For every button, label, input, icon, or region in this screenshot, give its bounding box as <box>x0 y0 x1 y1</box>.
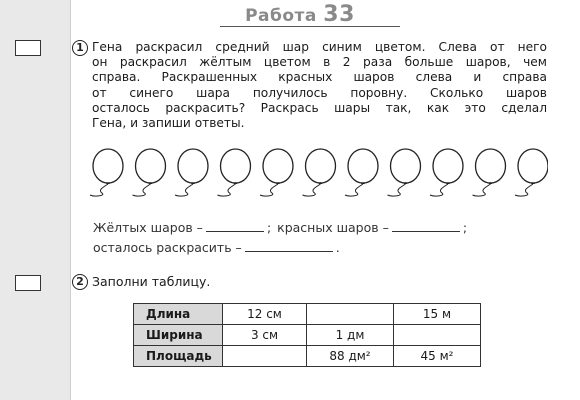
fill-table <box>133 303 481 367</box>
balloon-icon[interactable] <box>260 149 293 196</box>
end-dot: . <box>335 240 340 255</box>
table-cell: 12 см <box>223 304 307 325</box>
table-row-width <box>134 325 481 346</box>
title-number: 33 <box>323 2 355 27</box>
separator-end: ; <box>462 220 468 235</box>
task-1-text <box>92 40 547 131</box>
task-1-number: 1 <box>72 40 88 56</box>
table-cell: 88 дм² <box>307 346 394 367</box>
balloon-icon[interactable] <box>473 149 506 196</box>
remaining-label: осталось раскрасить – <box>93 240 242 255</box>
balloon-icon[interactable] <box>388 149 421 196</box>
task-1-line: осталось раскрасить? Раскрась шары так, как это сделал <box>92 100 547 115</box>
remaining-answer-blank[interactable] <box>245 239 333 252</box>
balloon-icon[interactable] <box>175 149 208 196</box>
separator: ; <box>266 220 272 235</box>
row-header-length: Длина <box>134 304 223 325</box>
title-underline <box>220 26 400 27</box>
balloon-icon[interactable] <box>218 149 251 196</box>
balloon-icon[interactable] <box>90 149 123 196</box>
table-cell: 45 м² <box>394 346 481 367</box>
task-2-text: Заполни таблицу. <box>92 274 211 289</box>
grade-box-task-1[interactable] <box>15 40 41 56</box>
red-label: красных шаров – <box>277 220 389 235</box>
table-cell-empty[interactable] <box>307 304 394 325</box>
table-row-area <box>134 346 481 367</box>
balloon-icon[interactable] <box>515 149 548 196</box>
answer-row-1 <box>93 218 548 238</box>
answer-area <box>93 218 548 258</box>
balloon-icon[interactable] <box>133 149 166 196</box>
row-header-width: Ширина <box>134 325 223 346</box>
balloon-icon[interactable] <box>430 149 463 196</box>
balloon-icon[interactable] <box>303 149 336 196</box>
table-cell: 3 см <box>223 325 307 346</box>
left-margin-strip <box>0 0 71 400</box>
task-1-line: Гена раскрасил средний шар синим цветом. Слева от него <box>92 40 547 54</box>
task-2-number: 2 <box>72 274 88 290</box>
task-1-line: он раскрасил жёлтым цветом в 2 раза больше шаров, чем <box>92 55 547 70</box>
red-answer-blank[interactable] <box>392 219 460 232</box>
task-1-line: от синего шара получилось поровну. Сколько шаров <box>92 85 547 100</box>
table-row-length <box>134 304 481 325</box>
balloon-icon[interactable] <box>345 149 378 196</box>
table-cell: 1 дм <box>307 325 394 346</box>
yellow-answer-blank[interactable] <box>206 219 264 232</box>
title-word: Работа <box>245 6 317 26</box>
table-cell: 15 м <box>394 304 481 325</box>
page-title <box>200 2 400 27</box>
yellow-label: Жёлтых шаров – <box>93 220 203 235</box>
balloon-row <box>88 148 548 200</box>
answer-row-2 <box>93 238 548 258</box>
task-1-line: справа. Раскрашенных красных шаров слева и справа <box>92 70 547 85</box>
row-header-area: Площадь <box>134 346 223 367</box>
task-1-line: Гена, и запиши ответы. <box>92 116 245 131</box>
grade-box-task-2[interactable] <box>15 275 41 291</box>
table-cell-empty[interactable] <box>223 346 307 367</box>
table-cell-empty[interactable] <box>394 325 481 346</box>
